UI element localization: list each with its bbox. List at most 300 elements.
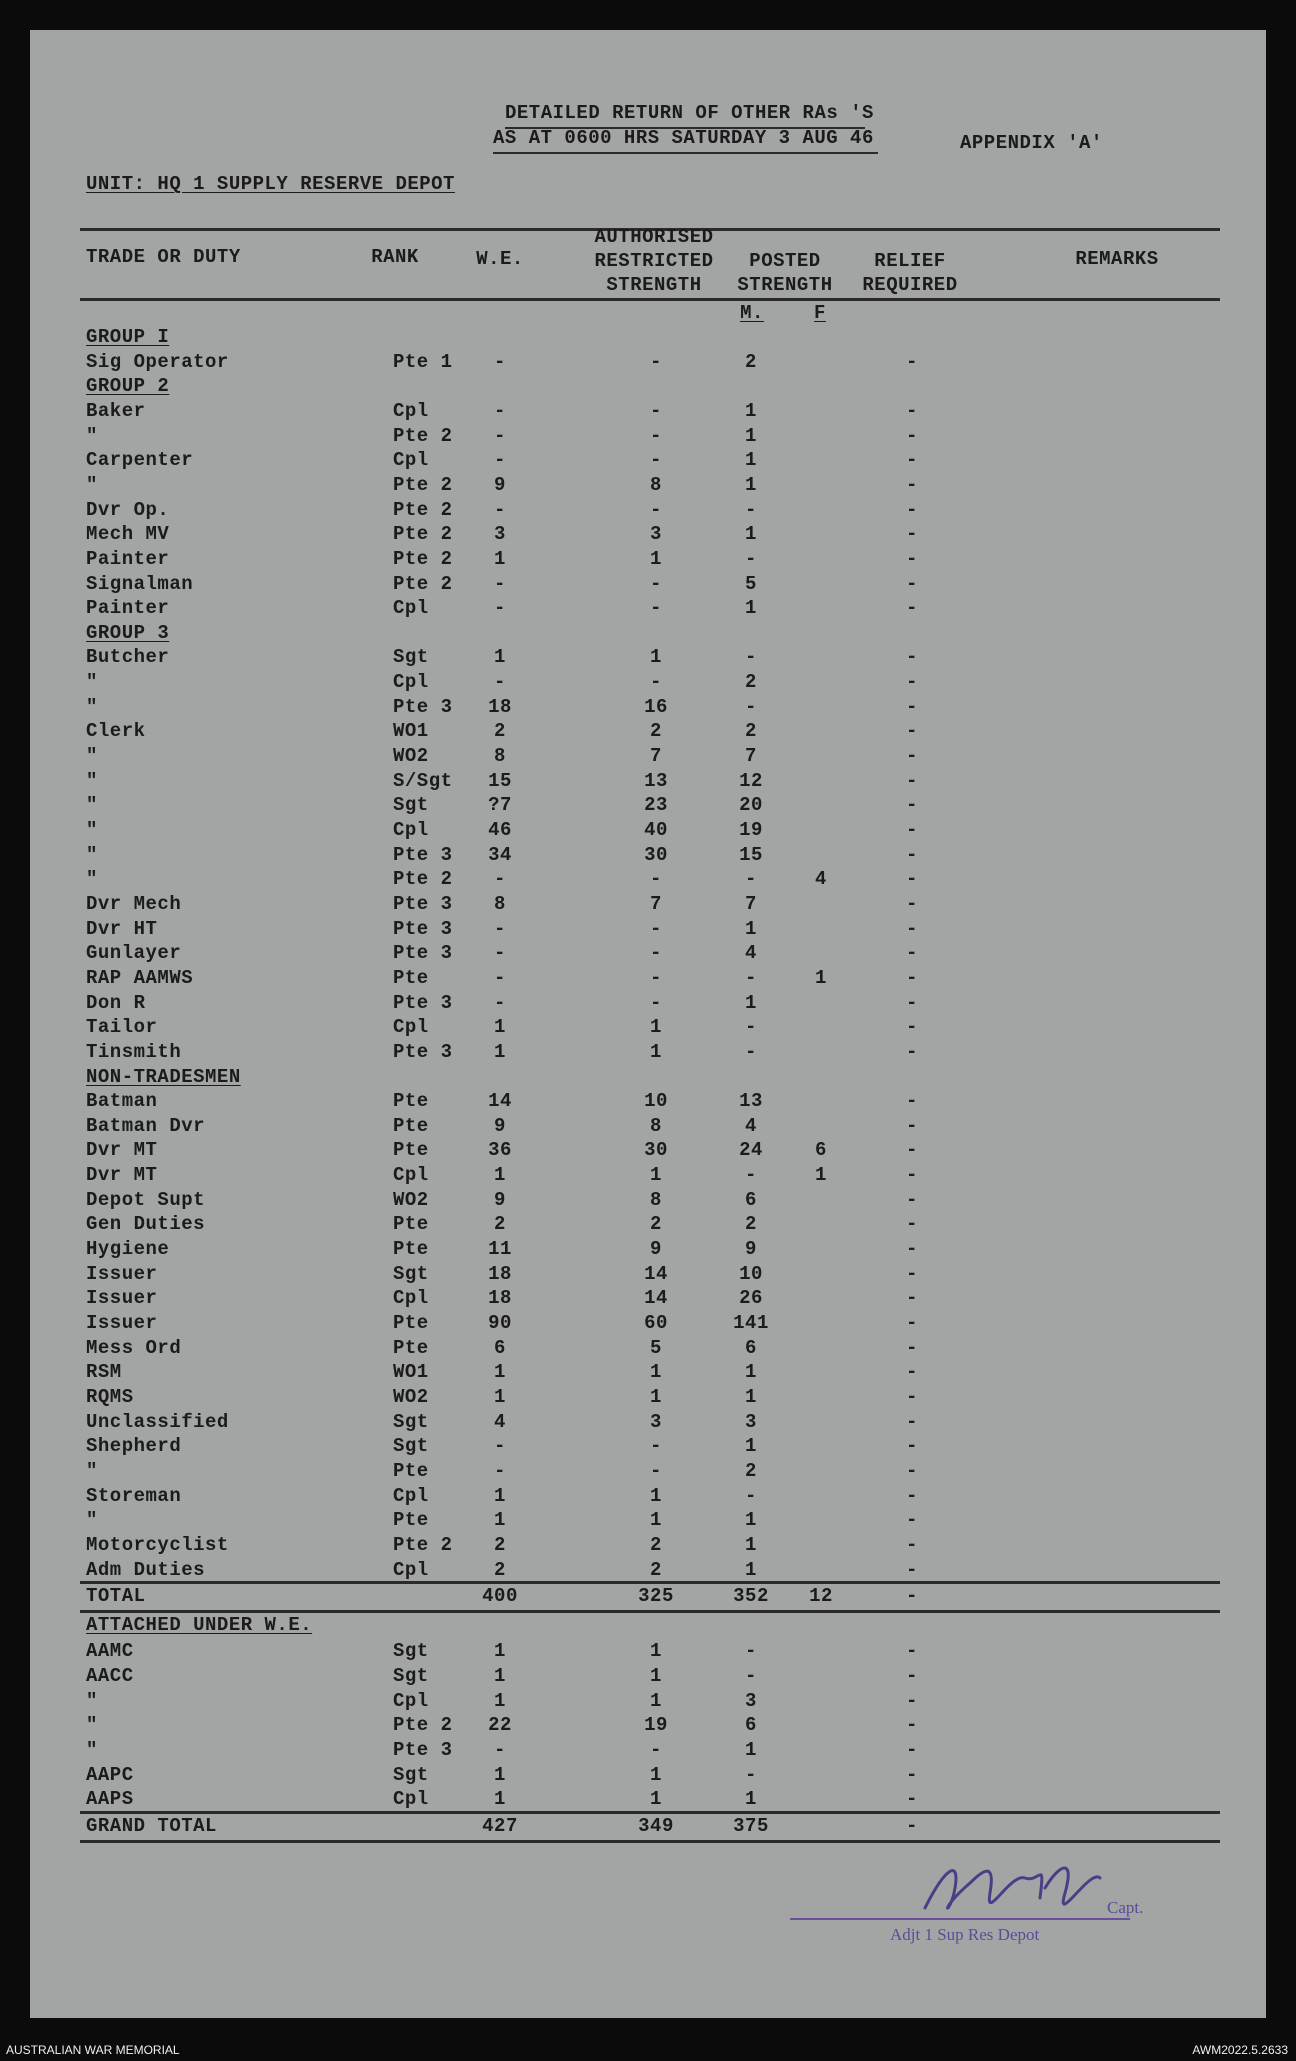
trade-cell: AAPS [86, 1788, 134, 1811]
rank-cell: Cpl [393, 399, 429, 422]
auth-cell: 14 [644, 1287, 668, 1310]
we-cell: - [494, 1739, 506, 1762]
relief-cell: - [906, 1312, 918, 1334]
relief-cell: - [906, 819, 918, 841]
trade-cell: Gunlayer [86, 942, 182, 965]
auth-cell: 13 [644, 769, 668, 792]
trade-cell: Tailor [86, 1016, 158, 1039]
rank-cell: Sgt [393, 794, 429, 817]
col-auth-header-2: RESTRICTED [594, 250, 714, 272]
we-cell: 3 [494, 523, 506, 546]
rank-cell: Pte 2 [393, 523, 453, 546]
rank-cell: Cpl [393, 671, 429, 694]
relief-cell: - [906, 1188, 918, 1211]
relief-cell: - [906, 1040, 918, 1063]
we-cell: 18 [488, 1287, 512, 1310]
auth-cell: 7 [650, 745, 662, 768]
m-cell: - [745, 868, 757, 891]
auth-cell: 30 [644, 843, 668, 866]
rank-cell: Pte 3 [393, 843, 453, 866]
auth-cell: 1 [650, 1763, 662, 1786]
relief-cell: - [906, 1139, 918, 1162]
m-cell: - [745, 646, 757, 669]
trade-cell: Storeman [86, 1484, 182, 1507]
trade-cell: " [86, 473, 98, 496]
relief-cell: - [906, 449, 918, 472]
relief-cell: - [906, 1585, 918, 1608]
m-cell: 1 [745, 1509, 757, 1532]
f-cell: 1 [815, 1164, 827, 1187]
m-cell: - [745, 498, 757, 521]
m-cell: 1 [745, 1435, 757, 1458]
we-cell: 11 [488, 1238, 512, 1261]
relief-cell: - [906, 868, 918, 891]
relief-cell: - [906, 399, 918, 422]
we-cell: - [494, 597, 506, 620]
we-cell: 1 [494, 1788, 506, 1811]
auth-cell: - [650, 424, 662, 447]
trade-cell: Batman Dvr [86, 1114, 206, 1137]
trade-cell: AAPC [86, 1763, 134, 1786]
col-posted-m-header: M. [740, 302, 764, 324]
document-page [30, 30, 1266, 2018]
trade-cell: Painter [86, 547, 170, 570]
appendix-label: APPENDIX 'A' [960, 132, 1103, 154]
m-cell: 1 [745, 1385, 757, 1408]
group-heading: GROUP I [86, 326, 170, 348]
m-cell: - [745, 966, 757, 989]
trade-cell: Issuer [86, 1312, 158, 1334]
we-cell: 1 [494, 1665, 506, 1688]
m-cell: 1 [745, 1788, 757, 1811]
f-cell: 1 [815, 966, 827, 989]
rank-cell: Pte [393, 966, 429, 989]
rank-cell: Sgt [393, 646, 429, 669]
auth-cell: 16 [644, 695, 668, 718]
rank-cell: Cpl [393, 1558, 429, 1581]
trade-cell: " [86, 671, 98, 694]
relief-cell: - [906, 769, 918, 792]
m-cell: 352 [733, 1585, 769, 1608]
rank-cell: Pte [393, 1114, 429, 1137]
rank-cell: Pte 3 [393, 942, 453, 965]
trade-cell: TOTAL [86, 1585, 146, 1608]
signature-line [790, 1918, 1130, 1920]
auth-cell: 2 [650, 720, 662, 743]
auth-cell: 349 [638, 1815, 674, 1837]
grand-total-rule-top [80, 1811, 1220, 1814]
we-cell: 22 [488, 1714, 512, 1737]
we-cell: 9 [494, 473, 506, 496]
rank-cell: Sgt [393, 1435, 429, 1458]
auth-cell: 1 [650, 1016, 662, 1039]
we-cell: ?7 [488, 794, 512, 817]
rank-cell: Cpl [393, 597, 429, 620]
auth-cell: 1 [650, 646, 662, 669]
rank-cell: WO2 [393, 1385, 429, 1408]
we-cell: 90 [488, 1312, 512, 1334]
relief-cell: - [906, 1484, 918, 1507]
rank-cell: Cpl [393, 1016, 429, 1039]
group-heading: NON-TRADESMEN [86, 1065, 241, 1088]
trade-cell: Mech MV [86, 523, 170, 546]
we-cell: - [494, 399, 506, 422]
relief-cell: - [906, 1665, 918, 1688]
trade-cell: RAP AAMWS [86, 966, 194, 989]
m-cell: - [745, 1484, 757, 1507]
trade-cell: Don R [86, 991, 146, 1014]
rank-cell: Pte [393, 1336, 429, 1359]
relief-cell: - [906, 1788, 918, 1811]
col-trade-header: TRADE OR DUTY [86, 246, 241, 268]
auth-cell: - [650, 917, 662, 940]
m-cell: 26 [739, 1287, 763, 1310]
we-cell: 1 [494, 1689, 506, 1712]
m-cell: - [745, 1665, 757, 1688]
trade-cell: Dvr Op. [86, 498, 170, 521]
rank-cell: Pte 2 [393, 473, 453, 496]
rank-cell: Pte [393, 1090, 429, 1113]
rank-cell: Sgt [393, 1665, 429, 1688]
relief-cell: - [906, 572, 918, 595]
auth-cell: - [650, 1435, 662, 1458]
trade-cell: " [86, 843, 98, 866]
relief-cell: - [906, 991, 918, 1014]
trade-cell: Butcher [86, 646, 170, 669]
trade-cell: Dvr MT [86, 1139, 158, 1162]
relief-cell: - [906, 523, 918, 546]
trade-cell: " [86, 819, 98, 841]
doc-title-line2: AS AT 0600 HRS SATURDAY 3 AUG 46 [493, 127, 874, 149]
m-cell: 1 [745, 424, 757, 447]
relief-cell: - [906, 1164, 918, 1187]
rank-cell: Sgt [393, 1410, 429, 1433]
rank-cell: Pte 2 [393, 498, 453, 521]
auth-cell: 2 [650, 1533, 662, 1556]
m-cell: 15 [739, 843, 763, 866]
trade-cell: Painter [86, 597, 170, 620]
we-cell: 9 [494, 1114, 506, 1137]
trade-cell: " [86, 769, 98, 792]
m-cell: 2 [745, 720, 757, 743]
auth-cell: 9 [650, 1238, 662, 1261]
signature-image [915, 1848, 1115, 1918]
auth-cell: 30 [644, 1139, 668, 1162]
relief-cell: - [906, 1287, 918, 1310]
signature-stamp: Adjt 1 Sup Res Depot [890, 1925, 1040, 1944]
auth-cell: - [650, 498, 662, 521]
m-cell: 6 [745, 1188, 757, 1211]
m-cell: 1 [745, 449, 757, 472]
trade-cell: RSM [86, 1361, 122, 1384]
relief-cell: - [906, 1361, 918, 1384]
trade-cell: " [86, 1459, 98, 1482]
auth-cell: 8 [650, 1188, 662, 1211]
rank-cell: Pte [393, 1238, 429, 1261]
rank-cell: Pte 2 [393, 424, 453, 447]
auth-cell: 2 [650, 1558, 662, 1581]
relief-cell: - [906, 843, 918, 866]
auth-cell: 1 [650, 547, 662, 570]
we-cell: 1 [494, 1509, 506, 1532]
relief-cell: - [906, 1509, 918, 1532]
trade-cell: Adm Duties [86, 1558, 206, 1581]
relief-cell: - [906, 966, 918, 989]
unit-name: UNIT: HQ 1 SUPPLY RESERVE DEPOT [86, 173, 455, 195]
relief-cell: - [906, 473, 918, 496]
m-cell: 1 [745, 399, 757, 422]
col-auth-header-1: AUTHORISED [594, 226, 714, 248]
we-cell: - [494, 942, 506, 965]
trade-cell: Signalman [86, 572, 194, 595]
auth-cell: - [650, 671, 662, 694]
header-rule-bottom [80, 298, 1220, 301]
auth-cell: 1 [650, 1164, 662, 1187]
total-rule-top [80, 1581, 1220, 1584]
relief-cell: - [906, 1533, 918, 1556]
m-cell: 5 [745, 572, 757, 595]
rank-cell: Cpl [393, 1287, 429, 1310]
relief-cell: - [906, 942, 918, 965]
relief-cell: - [906, 597, 918, 620]
we-cell: 18 [488, 695, 512, 718]
rank-cell: Cpl [393, 819, 429, 841]
col-relief-header-2: REQUIRED [862, 274, 958, 296]
relief-cell: - [906, 892, 918, 915]
f-cell: 4 [815, 868, 827, 891]
m-cell: 1 [745, 1533, 757, 1556]
m-cell: 1 [745, 597, 757, 620]
auth-cell: 5 [650, 1336, 662, 1359]
relief-cell: - [906, 498, 918, 521]
relief-cell: - [906, 1385, 918, 1408]
col-posted-header-1: POSTED [749, 250, 821, 272]
rank-cell: S/Sgt [393, 769, 453, 792]
rank-cell: Pte [393, 1213, 429, 1236]
m-cell: 1 [745, 473, 757, 496]
m-cell: 4 [745, 942, 757, 965]
m-cell: 1 [745, 1361, 757, 1384]
auth-cell: - [650, 942, 662, 965]
we-cell: 46 [488, 819, 512, 841]
we-cell: - [494, 1459, 506, 1482]
rank-cell: Cpl [393, 1164, 429, 1187]
rank-cell: Pte 1 [393, 350, 453, 373]
m-cell: 1 [745, 991, 757, 1014]
auth-cell: - [650, 597, 662, 620]
doc-title-line1: DETAILED RETURN OF OTHER RAs 'S [505, 102, 874, 124]
we-cell: 34 [488, 843, 512, 866]
trade-cell: Mess Ord [86, 1336, 182, 1359]
we-cell: - [494, 498, 506, 521]
we-cell: 6 [494, 1336, 506, 1359]
relief-cell: - [906, 1336, 918, 1359]
auth-cell: 14 [644, 1262, 668, 1285]
auth-cell: - [650, 449, 662, 472]
m-cell: 2 [745, 350, 757, 373]
m-cell: 1 [745, 1739, 757, 1762]
we-cell: - [494, 1435, 506, 1458]
rank-cell: WO1 [393, 1361, 429, 1384]
auth-cell: - [650, 868, 662, 891]
relief-cell: - [906, 917, 918, 940]
relief-cell: - [906, 1640, 918, 1663]
auth-cell: - [650, 1739, 662, 1762]
we-cell: - [494, 350, 506, 373]
we-cell: 1 [494, 1385, 506, 1408]
col-relief-header-1: RELIEF [874, 250, 946, 272]
auth-cell: 3 [650, 1410, 662, 1433]
trade-cell: Carpenter [86, 449, 194, 472]
trade-cell: Issuer [86, 1262, 158, 1285]
auth-cell: 10 [644, 1090, 668, 1113]
rank-cell: Cpl [393, 1788, 429, 1811]
m-cell: - [745, 1164, 757, 1187]
m-cell: 3 [745, 1410, 757, 1433]
m-cell: 3 [745, 1689, 757, 1712]
relief-cell: - [906, 547, 918, 570]
we-cell: 15 [488, 769, 512, 792]
auth-cell: - [650, 966, 662, 989]
rank-cell: Sgt [393, 1640, 429, 1663]
relief-cell: - [906, 1763, 918, 1786]
rank-cell: Pte 3 [393, 1739, 453, 1762]
trade-cell: Unclassified [86, 1410, 229, 1433]
relief-cell: - [906, 1410, 918, 1433]
rank-cell: Pte 2 [393, 1714, 453, 1737]
rank-cell: Pte 3 [393, 695, 453, 718]
rank-cell: Pte 3 [393, 1040, 453, 1063]
auth-cell: 325 [638, 1585, 674, 1608]
auth-cell: 1 [650, 1040, 662, 1063]
total-rule-bottom [80, 1610, 1220, 1613]
relief-cell: - [906, 1739, 918, 1762]
m-cell: 375 [733, 1815, 769, 1837]
m-cell: 141 [733, 1312, 769, 1334]
m-cell: 4 [745, 1114, 757, 1137]
rank-cell: WO2 [393, 745, 429, 768]
trade-cell: RQMS [86, 1385, 134, 1408]
col-we-header: W.E. [476, 248, 524, 270]
footer-archive-name: AUSTRALIAN WAR MEMORIAL [6, 2043, 180, 2057]
auth-cell: 1 [650, 1640, 662, 1663]
we-cell: 1 [494, 1040, 506, 1063]
trade-cell: " [86, 868, 98, 891]
we-cell: - [494, 868, 506, 891]
auth-cell: 23 [644, 794, 668, 817]
m-cell: 13 [739, 1090, 763, 1113]
trade-cell: " [86, 1714, 98, 1737]
relief-cell: - [906, 794, 918, 817]
group-heading: GROUP 2 [86, 375, 170, 398]
we-cell: 1 [494, 1361, 506, 1384]
trade-cell: Sig Operator [86, 350, 229, 373]
we-cell: 1 [494, 1016, 506, 1039]
trade-cell: AAMC [86, 1640, 134, 1663]
f-cell: 6 [815, 1139, 827, 1162]
we-cell: 1 [494, 1763, 506, 1786]
we-cell: - [494, 449, 506, 472]
auth-cell: 1 [650, 1788, 662, 1811]
auth-cell: - [650, 350, 662, 373]
trade-cell: Depot Supt [86, 1188, 206, 1211]
m-cell: 6 [745, 1714, 757, 1737]
relief-cell: - [906, 350, 918, 373]
m-cell: 6 [745, 1336, 757, 1359]
footer-reference: AWM2022.5.2633 [1192, 2043, 1288, 2057]
relief-cell: - [906, 1090, 918, 1113]
we-cell: 8 [494, 892, 506, 915]
relief-cell: - [906, 1238, 918, 1261]
m-cell: 24 [739, 1139, 763, 1162]
relief-cell: - [906, 424, 918, 447]
we-cell: 2 [494, 720, 506, 743]
rank-cell: Pte 2 [393, 572, 453, 595]
col-posted-f-header: F [814, 302, 826, 324]
rank-cell: Pte 3 [393, 917, 453, 940]
rank-cell: Pte 2 [393, 868, 453, 891]
trade-cell: Batman [86, 1090, 158, 1113]
we-cell: - [494, 966, 506, 989]
rank-cell: Pte [393, 1139, 429, 1162]
auth-cell: 7 [650, 892, 662, 915]
rank-cell: Sgt [393, 1262, 429, 1285]
rank-cell: WO1 [393, 720, 429, 743]
auth-cell: 1 [650, 1665, 662, 1688]
auth-cell: 1 [650, 1484, 662, 1507]
m-cell: 2 [745, 671, 757, 694]
we-cell: 4 [494, 1410, 506, 1433]
m-cell: - [745, 1763, 757, 1786]
auth-cell: - [650, 1459, 662, 1482]
trade-cell: Issuer [86, 1287, 158, 1310]
m-cell: - [745, 1640, 757, 1663]
relief-cell: - [906, 1213, 918, 1236]
col-auth-header-3: STRENGTH [606, 274, 702, 296]
we-cell: 2 [494, 1213, 506, 1236]
auth-cell: 2 [650, 1213, 662, 1236]
col-rank-header: RANK [371, 246, 419, 268]
trade-cell: Dvr Mech [86, 892, 182, 915]
trade-cell: " [86, 745, 98, 768]
m-cell: 12 [739, 769, 763, 792]
rank-cell: Pte 2 [393, 1533, 453, 1556]
m-cell: 10 [739, 1262, 763, 1285]
m-cell: 7 [745, 745, 757, 768]
we-cell: 36 [488, 1139, 512, 1162]
auth-cell: - [650, 572, 662, 595]
trade-cell: Tinsmith [86, 1040, 182, 1063]
m-cell: - [745, 547, 757, 570]
we-cell: - [494, 991, 506, 1014]
auth-cell: 8 [650, 473, 662, 496]
trade-cell: Dvr MT [86, 1164, 158, 1187]
auth-cell: 1 [650, 1385, 662, 1408]
relief-cell: - [906, 1435, 918, 1458]
rank-cell: Cpl [393, 1689, 429, 1712]
m-cell: 1 [745, 917, 757, 940]
auth-cell: - [650, 991, 662, 1014]
col-remarks-header: REMARKS [1075, 248, 1159, 270]
rank-cell: Pte 3 [393, 991, 453, 1014]
relief-cell: - [906, 720, 918, 743]
relief-cell: - [906, 695, 918, 718]
m-cell: 19 [739, 819, 763, 841]
rank-cell: Sgt [393, 1763, 429, 1786]
m-cell: 1 [745, 523, 757, 546]
relief-cell: - [906, 1714, 918, 1737]
trade-cell: Motorcyclist [86, 1533, 229, 1556]
